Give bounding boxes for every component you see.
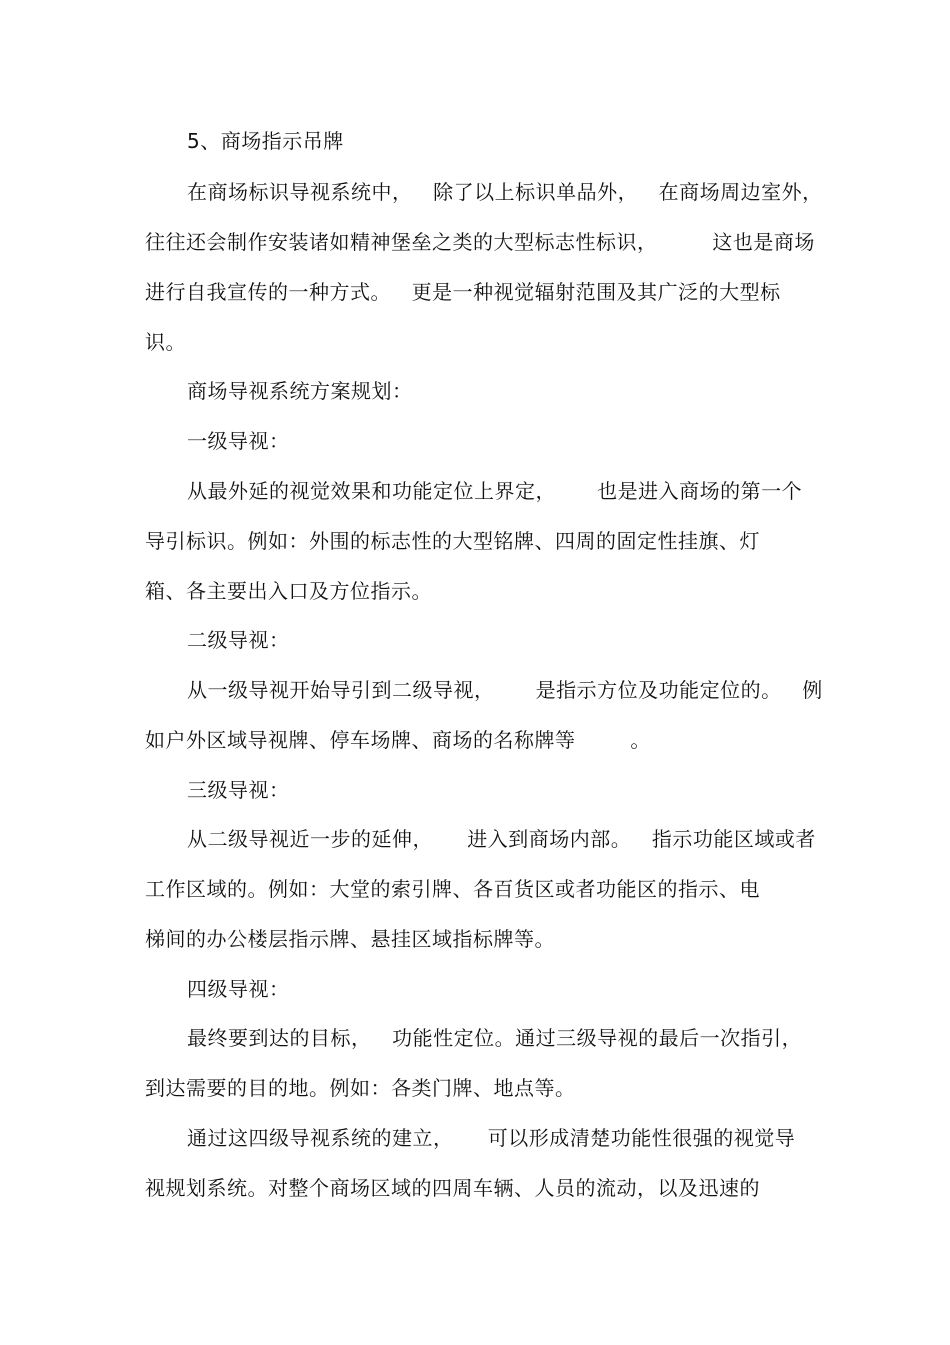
paragraph-line: 到达需要的目的地。例如：各类门牌、地点等。 bbox=[145, 1076, 576, 1100]
subheading: 商场导视系统方案规划： bbox=[187, 379, 413, 403]
paragraph-line: 进行自我宣传的一种方式。 更是一种视觉辐射范围及其广泛的大型标 bbox=[145, 280, 781, 304]
paragraph-line: 从二级导视近一步的延伸， 进入到商场内部。 指示功能区域或者 bbox=[187, 827, 816, 851]
paragraph-line: 导引标识。例如：外围的标志性的大型铭牌、四周的固定性挂旗、灯 bbox=[145, 529, 760, 553]
paragraph-line: 识。 bbox=[145, 330, 186, 354]
paragraph-line: 如户外区域导视牌、停车场牌、商场的名称牌等 。 bbox=[145, 728, 651, 752]
paragraph-line: 在商场标识导视系统中， 除了以上标识单品外， 在商场周边室外， bbox=[187, 180, 823, 204]
paragraph-line: 从一级导视开始导引到二级导视， 是指示方位及功能定位的。 例 bbox=[187, 678, 823, 702]
subheading: 二级导视： bbox=[187, 628, 290, 652]
paragraph-line: 梯间的办公楼层指示牌、悬挂区域指标牌等。 bbox=[145, 927, 555, 951]
paragraph-line: 箱、各主要出入口及方位指示。 bbox=[145, 579, 432, 603]
subheading: 一级导视： bbox=[187, 429, 290, 453]
paragraph-line: 通过这四级导视系统的建立， 可以形成清楚功能性很强的视觉导 bbox=[187, 1126, 796, 1150]
subheading: 三级导视： bbox=[187, 778, 290, 802]
paragraph-line: 工作区域的。例如：大堂的索引牌、各百货区或者功能区的指示、电 bbox=[145, 877, 760, 901]
subheading: 四级导视： bbox=[187, 977, 290, 1001]
paragraph-line: 最终要到达的目标， 功能性定位。通过三级导视的最后一次指引， bbox=[187, 1026, 803, 1050]
paragraph-line: 往往还会制作安装诸如精神堡垒之类的大型标志性标识， 这也是商场 bbox=[145, 230, 815, 254]
paragraph-line: 视规划系统。对整个商场区域的四周车辆、人员的流动，以及迅速的 bbox=[145, 1176, 760, 1200]
paragraph-line: 从最外延的视觉效果和功能定位上界定， 也是进入商场的第一个 bbox=[187, 479, 803, 503]
section-heading: 5、商场指示吊牌 bbox=[187, 129, 344, 153]
